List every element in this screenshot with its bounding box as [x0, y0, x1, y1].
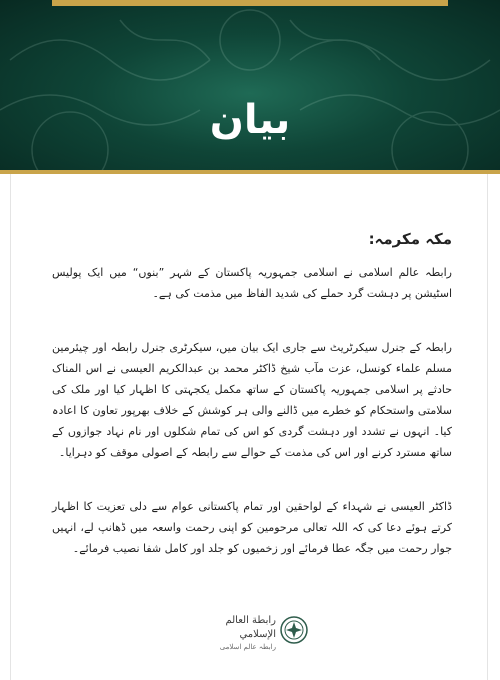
logo-name: رابطة العالم الإسلامي [225, 615, 276, 640]
logo-text [190, 614, 276, 652]
statement-paragraph-1: رابطہ عالم اسلامی نے اسلامی جمہوریہ پاکستان کے شہر ”بنوں“ میں ایک پولیس اسٹیشن پر دہشت گرد حملے کی شدید الفاظ میں مذمت کی ہے۔ [52, 266, 452, 300]
logo-subname: رابطہ عالم اسلامی [219, 643, 276, 651]
location-heading: مکہ مکرمہ: [368, 230, 452, 248]
statement-paragraph-2: رابطہ کے جنرل سیکرٹریٹ سے جاری ایک بیان میں، سیکرٹری جنرل رابطہ اور چیئرمین مسلم علماء کونسل، عزت مآب شیخ ڈاکٹر محمد بن عبدالکریم العیسی نے اس المناک حادثے پر اسلامی جمہوریہ پاکستان کے ساتھ مکمل یکجہتی کا اظہار کیا اور ملک کی سلامتی واستحکام کو خطرے میں ڈالنے والی ہر کوشش کے خلاف بھرپور تعاون کا اعادہ کیا۔ انہوں نے تشدد اور دہشت گردی کو اس کی تمام شکلوں اور نام نہاد جوازوں کے ساتھ مسترد کرنے اور اس کی مذمت کے حوالے سے رابطہ کے اصولی موقف کو دہرایا۔ [52, 341, 452, 459]
muslim-world-league-logo [190, 612, 310, 652]
arabesque-pattern [0, 0, 500, 170]
statement-paragraph-3: ڈاکٹر العیسی نے شہداء کے لواحقین اور تمام پاکستانی عوام سے دلی تعزیت کا اظہار کرتے ہوئے دعا کی کہ اللہ تعالی مرحومین کو اپنی رحمت واسعہ میں ڈھانپ لے، انہیں جوار رحمت میں جگہ عطا فرمائے اور زخمیوں کو جلد اور کامل شفا نصیب فرمائے۔ [52, 500, 452, 555]
header-banner [0, 0, 500, 170]
emblem-icon [280, 616, 308, 644]
statement-body [52, 228, 452, 592]
page-title: بیان [209, 97, 291, 143]
